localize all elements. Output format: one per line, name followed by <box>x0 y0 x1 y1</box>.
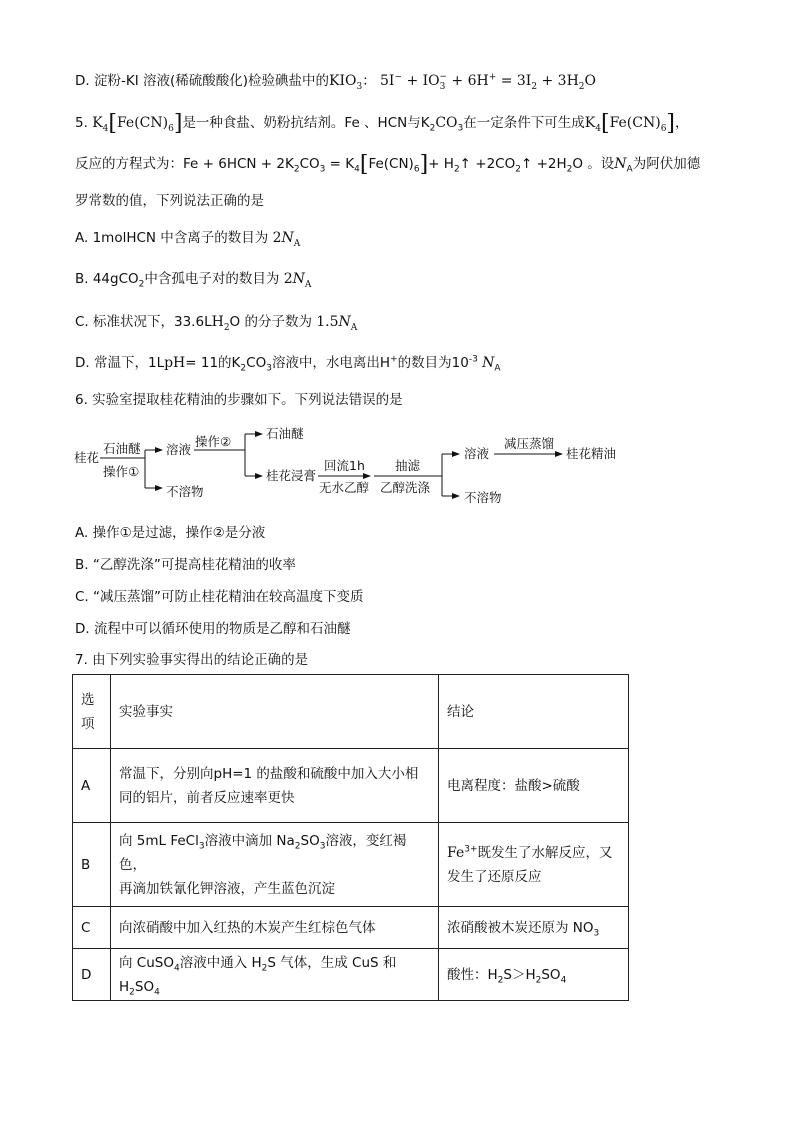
table-row: B 向 5mL FeCl$_3$溶液中滴加 $Na_2SO_3$溶液，变红褐色， 再滴加铁氰化钾溶液，产生蓝色沉淀 $Fe^{3+}$既发生了水解反应，又 发生了还原反应 <box>73 823 629 907</box>
node-shiyoumi: 石油醚 <box>266 426 304 441</box>
node-rongye-1: 溶液 <box>166 442 192 457</box>
node-rongye-2: 溶液 <box>464 446 490 461</box>
table-row: A 常温下，分别向pH=1 的盐酸和硫酸中加入大小相 同的铝片，前者反应速率更快 电离程度：盐酸>硫酸 <box>73 749 629 823</box>
q5-option-c: C. 标准状况下，$33.6LH_2O$ 的分子数为 $1.5N_A$ <box>75 314 358 333</box>
q5-option-d: D. 常温下，1LpH= 11的$K_2CO_3$溶液中，水电离出H+的数目为$10^{-3}$ $N_A$ <box>75 354 501 374</box>
q6-option-a: A. 操作①是过滤，操作②是分液 <box>75 525 266 541</box>
q5-stem-line1: 5. $K_4[Fe(CN)_6]$是一种食盐、奶粉抗结剂。Fe 、HCN与$K_2CO_3$在一定条件下可生成$K_4[Fe(CN)_6]$， <box>75 111 689 136</box>
q4-option-d: D. 淀粉-KI 溶液(稀硫酸酸化)检验碘盐中的$KIO_3$： $5I^- + IO_3^- + 6H^+ = 3I_2 + 3H_2O$ <box>75 72 597 92</box>
header-fact: 实验事实 <box>111 675 439 749</box>
table-row: D 向 CuSO$_4$溶液中通入 $H_2S$ 气体，生成 CuS 和 $H_2SO_4$ 酸性：$H_2S>H_2SO_4$ <box>73 949 629 1001</box>
label-huiliu: 回流1h <box>324 458 365 473</box>
node-jingao: 桂花浸膏 <box>266 468 317 483</box>
q7-table <box>72 674 629 1001</box>
node-buronwu-1: 不溶物 <box>166 484 204 499</box>
header-option: 选 项 <box>73 675 111 749</box>
q6-option-b: B. “乙醇洗涤”可提高桂花精油的收率 <box>75 557 296 573</box>
q5-option-b: B. 44gCO$_2$中含孤电子对的数目为 $2N_A$ <box>75 271 312 290</box>
q4-equation: $5I^- + IO_3^- + 6H^+ = 3I_2 + 3H_2O$ <box>380 72 597 92</box>
table-header-row <box>73 675 629 749</box>
q7-stem: 7. 由下列实验事实得出的结论正确的是 <box>75 652 309 668</box>
label-yichun-xidi: 乙醇洗涤 <box>380 480 431 495</box>
label-choulv: 抽滤 <box>395 458 421 473</box>
table-row: C 向浓硝酸中加入红热的木炭产生红棕色气体 浓硝酸被木炭还原为 $NO_3$ <box>73 907 629 949</box>
label-shiyoumi: 石油醚 <box>103 441 141 456</box>
q5-option-a: A. 1molHCN 中含离子的数目为 $2N_A$ <box>75 230 301 249</box>
q6-option-c: C. “减压蒸馏”可防止桂花精油在较高温度下变质 <box>75 589 364 605</box>
q6-stem: 6. 实验室提取桂花精油的步骤如下。下列说法错误的是 <box>75 392 403 408</box>
node-guihua: 桂花 <box>74 450 100 465</box>
extraction-flow-diagram <box>70 420 630 510</box>
q5-stem-line3: 罗常数的值，下列说法正确的是 <box>75 193 264 209</box>
label-op1: 操作① <box>103 464 140 479</box>
header-conclusion: 结论 <box>439 675 629 749</box>
label-jianya: 减压蒸馏 <box>504 436 555 451</box>
q6-option-d: D. 流程中可以循环使用的物质是乙醇和石油醚 <box>75 621 351 637</box>
label-wushui-yichun: 无水乙醇 <box>319 480 370 495</box>
node-jingyou: 桂花精油 <box>566 446 617 461</box>
node-buronwu-2: 不溶物 <box>464 490 502 505</box>
q5-stem-line2: 反应的方程式为：$Fe + 6HCN + 2K_2CO_3 = K_4[Fe(CN)_6]+$ $H_2↑$ $+2CO_2↑ +2H_2O$ 。设$N_A$为阿伏加德 <box>75 152 701 177</box>
label-op2: 操作② <box>195 434 232 449</box>
